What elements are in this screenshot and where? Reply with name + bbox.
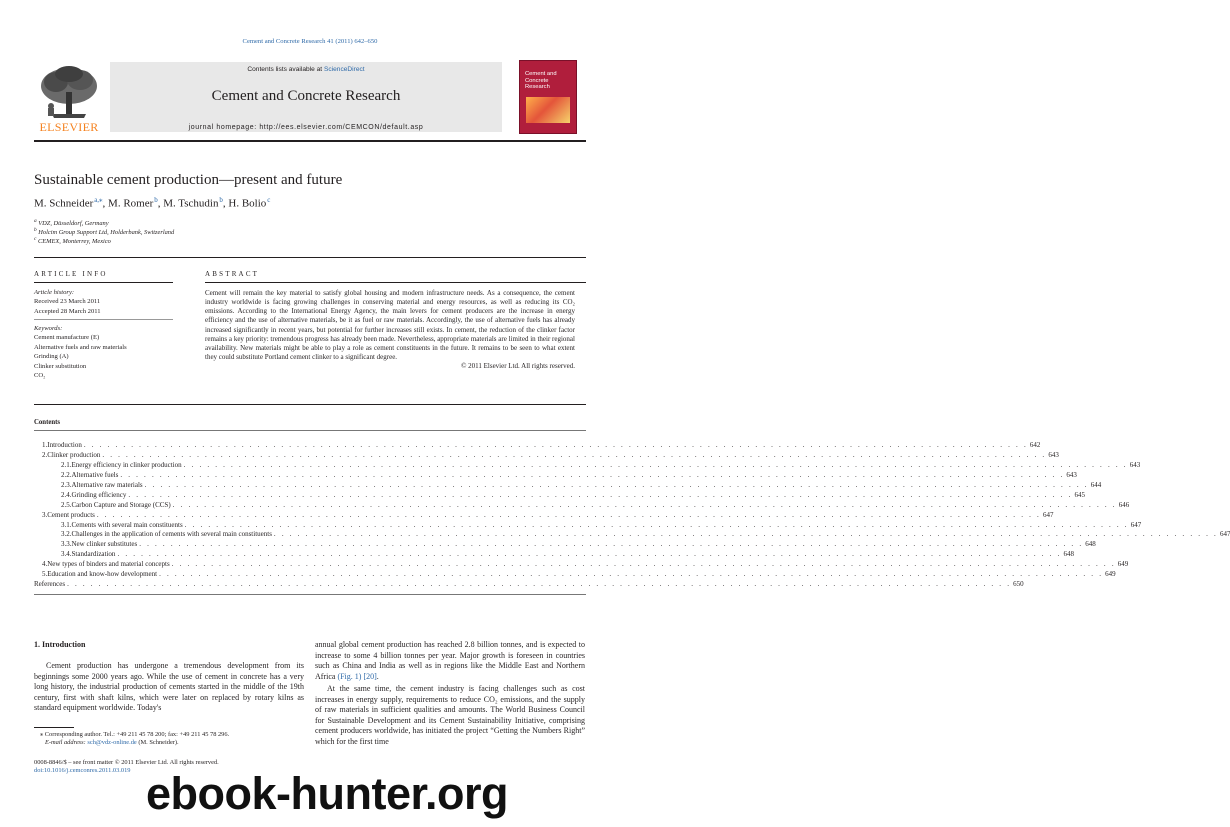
toc-entry[interactable]	[34, 450, 1059, 461]
doi-link[interactable]: doi:10.1016/j.cemconres.2011.03.019	[34, 767, 131, 774]
abstract-rule	[205, 282, 586, 283]
toc-entry[interactable]	[34, 460, 1141, 471]
toc-entry[interactable]	[34, 441, 1041, 451]
toc-entry[interactable]	[34, 480, 1102, 491]
article-history	[34, 288, 101, 316]
toc-leader-dots: . . . . . . . . . . . . . . . . . . . . . . . . . . . . . . . . . . . . . . . . . . . . . . . . . . . . . . . . . . . . . . . . . . . . . . . . . . . . . . . . . . . . . . . . . . . . . . . . . . . . . . . . . . . . . . . . . . . . . . . .	[128, 490, 1073, 499]
toc-entry-label[interactable]: Education and know-how development	[47, 570, 158, 579]
toc-leader-dots: . . . . . . . . . . . . . . . . . . . . . . . . . . . . . . . . . . . . . . . . . . . . . . . . . . . . . . . . . . . . . . . . . . . . . . . . . . . . . . . . . . . . . . . . . . . . . . . . . . . . . . . . . . . . . . . . . . . . . . . .	[96, 510, 1041, 519]
history-label: Article history:	[34, 289, 75, 296]
toc-entry-label[interactable]: Alternative raw materials	[71, 480, 143, 489]
toc-entry-page[interactable]: 643	[1129, 460, 1141, 469]
toc-entry-page[interactable]: 647	[1219, 530, 1230, 539]
toc-entry-page[interactable]: 644	[1090, 480, 1102, 489]
toc-leader-dots: . . . . . . . . . . . . . . . . . . . . . . . . . . . . . . . . . . . . . . . . . . . . . . . . . . . . . . . . . . . . . . . . . . . . . . . . . . . . . . . . . . . . . . . . . . . . . . . . . . . . . . . . . . . . . . . . . . . . . . . .	[273, 530, 1218, 539]
affiliation-text: Holcim Group Support Ltd, Holderbank, Switzerland	[38, 229, 175, 237]
affiliation-marker: b	[34, 227, 37, 233]
toc-entry[interactable]	[34, 580, 1024, 590]
toc-leader-dots: . . . . . . . . . . . . . . . . . . . . . . . . . . . . . . . . . . . . . . . . . . . . . . . . . . . . . . . . . . . . . . . . . . . . . . . . . . . . . . . . . . . . . . . . . . . . . . . . . . . . . . . . . . . . . . . . . . . . . . . .	[183, 460, 1128, 469]
affiliation-marker: a	[34, 218, 37, 224]
toc-entry-number: 1.	[42, 441, 48, 449]
abstract-copyright: © 2011 Elsevier Ltd. All rights reserved.	[461, 362, 575, 371]
toc-entry-number: 3.3.	[61, 540, 72, 549]
toc-entry-number: 2.	[42, 450, 48, 459]
author-name[interactable]: M. Schneider	[34, 197, 94, 210]
toc-entry-number: 2.3.	[61, 480, 72, 489]
email-suffix: (M. Schneider).	[136, 739, 179, 747]
author-separator: ,	[157, 197, 164, 210]
abstract-body	[205, 289, 575, 371]
toc-leader-dots: . . . . . . . . . . . . . . . . . . . . . . . . . . . . . . . . . . . . . . . . . . . . . . . . . . . . . . . . . . . . . . . . . . . . . . . . . . . . . . . . . . . . . . . . . . . . . . . . . . . . . . . . . . . . . . . . . . . . . . . .	[172, 500, 1117, 509]
toc-entry[interactable]	[34, 550, 1074, 560]
toc-entry-label[interactable]: Cements with several main constituents	[71, 520, 183, 529]
toc-entry-number: 3.1.	[61, 520, 72, 529]
accepted-date: Accepted 28 March 2011	[34, 307, 101, 315]
meta-rule	[34, 257, 586, 258]
toc-entry-number: 3.	[42, 510, 48, 519]
toc-entry-page[interactable]: 643	[1066, 470, 1077, 479]
toc-leader-dots: . . . . . . . . . . . . . . . . . . . . . . . . . . . . . . . . . . . . . . . . . . . . . . . . . . . . . . . . . . . . . . . . . . . . . . . . . . . . . . . . . . . . . . . . . . . . . . . . . . . . . . . . . . . . . . . . . . . . . . . .	[120, 470, 1065, 479]
toc-entry[interactable]	[34, 500, 1130, 511]
toc-entry-label[interactable]: References	[34, 580, 66, 589]
contents-rule	[34, 404, 586, 405]
cover-title: Cement and Concrete Research	[525, 71, 557, 91]
figure-reference-link[interactable]: (Fig. 1) [20]	[337, 671, 377, 681]
article-title: Sustainable cement production—present and future	[34, 172, 343, 188]
keyword[interactable]: Clinker substitution	[34, 362, 87, 370]
corresponding-author-footnote	[34, 731, 229, 748]
publisher-logo[interactable]	[34, 62, 104, 134]
toc-entry-page[interactable]: 649	[1105, 570, 1116, 579]
toc-leader-dots: . . . . . . . . . . . . . . . . . . . . . . . . . . . . . . . . . . . . . . . . . . . . . . . . . . . . . . . . . . . . . . . . . . . . . . . . . . . . . . . . . . . . . . . . . . . . . . . . . . . . . . . . . . . . . . . . . . . . . . . .	[67, 580, 1012, 589]
toc-entry-number: 4.	[42, 560, 48, 569]
affiliation	[34, 236, 111, 245]
toc-leader-dots: . . . . . . . . . . . . . . . . . . . . . . . . . . . . . . . . . . . . . . . . . . . . . . . . . . . . . . . . . . . . . . . . . . . . . . . . . . . . . . . . . . . . . . . . . . . . . . . . . . . . . . . . . . . . . . . . . . . . . . . .	[144, 480, 1089, 489]
toc-entry-number: 2.4.	[61, 490, 72, 499]
contents-heading: Contents	[34, 419, 61, 426]
keywords-label: Keywords:	[34, 325, 63, 332]
email-link[interactable]: sch@vdz-online.de	[87, 739, 137, 747]
watermark: ebook-hunter.org	[146, 768, 508, 819]
sciencedirect-link[interactable]: ScienceDirect	[323, 66, 365, 73]
toc-entry-label[interactable]: Cement products	[47, 510, 95, 519]
abstract-text: Cement will remain the key material to satisfy global housing and modern infrastructure needs. As a consequence, the cement industry worldwide is facing growing challenges in conserving material and energy resources, as well as reducing its CO₂ emissions. According to the International Energy Agency, the main levers for cement producers are the increase in energy efficiency and the use of alternative materials, be it as fuel or raw materials. Accordingly, the use of alternative fuels has already increased significantly in recent years, but potential for further increases still exists. In cement, the reduction of the clinker factor remains a key priority: tremendous progress has already been made. Nevertheless, appropriate materials are limited in their regional availability. New materials might be able to play a role as cement constituents in the future. It remains to be seen to what extent they could substitute Portland cement clinker to a significant degree.	[205, 289, 575, 362]
toc-entry-number: 3.4.	[61, 550, 72, 559]
toc-entry-label[interactable]: Energy efficiency in clinker production	[71, 460, 182, 469]
author-separator: ,	[222, 197, 229, 210]
author-name[interactable]: M. Tschudin	[163, 197, 219, 210]
homepage-prefix: journal homepage:	[188, 124, 260, 131]
journal-homepage	[110, 124, 502, 131]
toc-entry-number: 2.5.	[61, 500, 72, 509]
toc-entry-page[interactable]: 650	[1013, 580, 1024, 589]
toc-entry-number: 2.2.	[61, 470, 72, 479]
header-rule	[34, 140, 586, 142]
keyword[interactable]: Grinding (A)	[34, 353, 69, 361]
history-rule	[34, 319, 173, 320]
author-affil-link[interactable]: c	[267, 196, 271, 204]
author-affil-link[interactable]: b	[219, 196, 223, 204]
toc-entry-label[interactable]: Alternative fuels	[71, 470, 119, 479]
contents-end-rule	[34, 594, 586, 595]
abstract-heading: ABSTRACT	[205, 270, 260, 278]
toc-entry[interactable]	[34, 510, 1054, 521]
affiliation-marker: c	[34, 236, 37, 242]
toc-entry[interactable]	[34, 570, 1116, 580]
toc-entry-label[interactable]: New clinker substitutes	[71, 540, 138, 549]
journal-citation[interactable]: Cement and Concrete Research 41 (2011) 642–650	[242, 38, 378, 45]
toc-entry[interactable]	[34, 470, 1077, 481]
toc-entry-page[interactable]: 647	[1130, 520, 1142, 529]
author-separator: ,	[102, 197, 109, 210]
affiliation	[34, 218, 109, 227]
author-name[interactable]: M. Romer	[108, 197, 154, 210]
publisher-logo-text: ELSEVIER	[39, 120, 99, 134]
affiliation-text: CEMEX, Monterrey, Mexico	[37, 238, 111, 246]
toc-entry-page[interactable]: 647	[1042, 510, 1054, 519]
keyword[interactable]: Alternative fuels and raw materials	[34, 343, 127, 351]
contents-availability	[110, 66, 502, 73]
toc-entry-number: 3.2.	[61, 530, 72, 539]
author-name[interactable]: H. Bolio	[228, 197, 267, 210]
author-affil-link[interactable]: a,⁎	[94, 196, 103, 204]
paragraph-text: annual global cement production has reached 2.8 billion tonnes, and is expected to increase to some 4 billion tonnes per year. Major growth is foreseen in countries such as China and India as well as in regions like the Middle East and Northern Africa	[315, 640, 585, 681]
author-affil-link[interactable]: b	[154, 196, 158, 204]
toc-entry-label[interactable]: Challenges in the application of cements with several main constituents	[71, 530, 272, 539]
toc-entry[interactable]	[34, 560, 1129, 570]
issn-line: 0008-8846/$ – see front matter © 2011 Elsevier Ltd. All rights reserved.	[34, 759, 219, 766]
toc-entry-number: 2.1.	[61, 460, 72, 469]
contents-head-rule	[34, 430, 586, 431]
toc-entry-page[interactable]: 645	[1074, 490, 1085, 499]
body-paragraph-right-2: At the same time, the cement industry is facing challenges such as cost increases in energy supply, requirements to reduce CO₂ emissions, and the supply of raw materials in sufficient qualities and amounts. The World Business Council for Sustainable Development and its Cement Sustainability Initiative, comprising cement producers worldwide, has initiated the project “Getting the Numbers Right” which for the first time	[315, 684, 585, 746]
journal-cover-thumbnail[interactable]	[519, 60, 577, 134]
toc-entry-label[interactable]: Introduction	[47, 441, 82, 449]
toc-entry-label[interactable]: Carbon Capture and Storage (CCS)	[71, 500, 171, 509]
toc-leader-dots: . . . . . . . . . . . . . . . . . . . . . . . . . . . . . . . . . . . . . . . . . . . . . . . . . . . . . . . . . . . . . . . . . . . . . . . . . . . . . . . . . . . . . . . . . . . . . . . . . . . . . . . . . . . . . . . . . . . . . . . .	[139, 540, 1084, 549]
toc-entry[interactable]	[34, 540, 1096, 550]
article-info-heading: ARTICLE INFO	[34, 270, 108, 278]
toc-entry-label[interactable]: Standardization	[71, 550, 116, 559]
toc-entry-page[interactable]: 648	[1085, 540, 1096, 549]
toc-entry-label[interactable]: New types of binders and material concepts	[47, 560, 170, 569]
toc-leader-dots: . . . . . . . . . . . . . . . . . . . . . . . . . . . . . . . . . . . . . . . . . . . . . . . . . . . . . . . . . . . . . . . . . . . . . . . . . . . . . . . . . . . . . . . . . . . . . . . . . . . . . . . . . . . . . . . . . . . . . . . .	[184, 520, 1129, 529]
toc-leader-dots: . . . . . . . . . . . . . . . . . . . . . . . . . . . . . . . . . . . . . . . . . . . . . . . . . . . . . . . . . . . . . . . . . . . . . . . . . . . . . . . . . . . . . . . . . . . . . . . . . . . . . . . . . . . . . . . . . . . . . . . .	[159, 570, 1104, 579]
affiliation	[34, 227, 174, 236]
footnote-rule	[34, 727, 74, 728]
toc-entry-label[interactable]: Clinker production	[47, 450, 101, 459]
toc-entry-page[interactable]: 646	[1118, 500, 1130, 509]
body-paragraph-left: Cement production has undergone a tremendous development from its beginnings some 2000 years ago. While the use of cement in concrete has a very long history, the industrial production of cements started in the middle of the 19th century, first with shaft kilns, which were later on replaced by rotary kilns as standard equipment worldwide. Today's	[34, 661, 304, 713]
toc-entry-label[interactable]: Grinding efficiency	[71, 490, 127, 499]
section-heading-introduction: 1. Introduction	[34, 640, 86, 649]
cover-image	[526, 97, 570, 123]
toc-entry-page[interactable]: 648	[1063, 550, 1074, 559]
toc-entry-page[interactable]: 643	[1048, 450, 1059, 459]
affiliation-text: VDZ, Düsseldorf, Germany	[38, 220, 109, 228]
toc-entry-number: 5.	[42, 570, 48, 579]
keywords	[34, 324, 127, 380]
body-paragraph-right-1	[315, 640, 585, 682]
contents-prefix: Contents lists available at	[247, 66, 324, 73]
toc-entry-page[interactable]: 642	[1029, 441, 1041, 449]
paragraph-text: .	[376, 671, 379, 681]
toc-leader-dots: . . . . . . . . . . . . . . . . . . . . . . . . . . . . . . . . . . . . . . . . . . . . . . . . . . . . . . . . . . . . . . . . . . . . . . . . . . . . . . . . . . . . . . . . . . . . . . . . . . . . . . . . . . . . . . . . . . . . . . . .	[102, 450, 1047, 459]
keyword[interactable]: CO₂	[34, 372, 46, 380]
toc-leader-dots: . . . . . . . . . . . . . . . . . . . . . . . . . . . . . . . . . . . . . . . . . . . . . . . . . . . . . . . . . . . . . . . . . . . . . . . . . . . . . . . . . . . . . . . . . . . . . . . . . . . . . . . . . . . . . . . . . . . . . . . .	[83, 441, 1028, 449]
toc-entry[interactable]	[34, 520, 1142, 531]
toc-entry[interactable]	[34, 490, 1085, 501]
article-info-rule	[34, 282, 173, 283]
toc-leader-dots: . . . . . . . . . . . . . . . . . . . . . . . . . . . . . . . . . . . . . . . . . . . . . . . . . . . . . . . . . . . . . . . . . . . . . . . . . . . . . . . . . . . . . . . . . . . . . . . . . . . . . . . . . . . . . . . . . . . . . . . .	[117, 550, 1062, 559]
journal-name: Cement and Concrete Research	[211, 88, 401, 104]
toc-entry[interactable]	[34, 530, 1230, 540]
received-date: Received 23 March 2011	[34, 298, 101, 306]
author-list	[34, 196, 270, 210]
table-of-contents	[34, 441, 1230, 590]
toc-leader-dots: . . . . . . . . . . . . . . . . . . . . . . . . . . . . . . . . . . . . . . . . . . . . . . . . . . . . . . . . . . . . . . . . . . . . . . . . . . . . . . . . . . . . . . . . . . . . . . . . . . . . . . . . . . . . . . . . . . . . . . . .	[171, 560, 1116, 569]
email-label: E-mail address:	[45, 739, 88, 747]
keyword[interactable]: Cement manufacture (E)	[34, 334, 100, 342]
corresponding-author-text: ⁎ Corresponding author. Tel.: +49 211 45 78 200; fax: +49 211 45 78 296.	[40, 731, 230, 738]
toc-entry-page[interactable]: 649	[1117, 560, 1129, 569]
homepage-url-link[interactable]: http://ees.elsevier.com/CEMCON/default.asp	[259, 124, 424, 131]
